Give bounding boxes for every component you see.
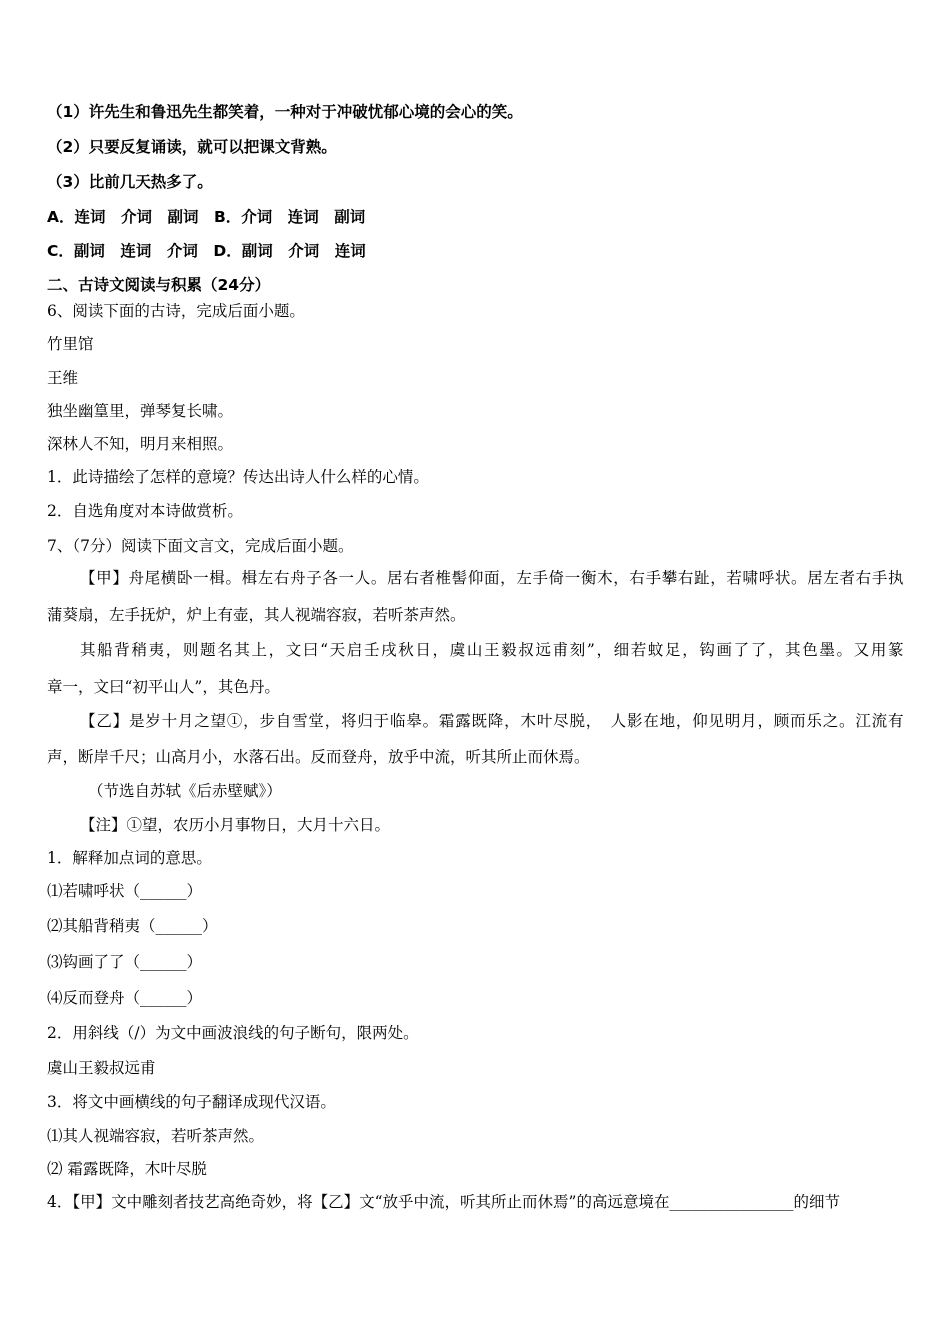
translate-item: ⑴其人视端容寂，若听茶声然。 — [47, 1127, 265, 1145]
poem-line-1: 独坐幽篁里，弹琴复长啸。 — [47, 402, 234, 420]
jia-text-line: 章一，文曰“初平山人”，其色丹。 — [47, 678, 280, 696]
footnote: 【注】①望，农历小月事物日，大月十六日。 — [80, 816, 391, 834]
poem-author: 王维 — [47, 369, 79, 387]
q5-option-row-1: A．连词 介词 副词 B．介词 连词 副词 — [47, 208, 366, 226]
poem-title: 竹里馆 — [47, 335, 94, 353]
poem-line-2: 深林人不知，明月来相照。 — [47, 435, 234, 453]
section-title: 二、古诗文阅读与积累（24分） — [47, 276, 271, 294]
fill-blank-item: ⑶钩画了了（______） — [47, 953, 203, 971]
jia-text-line: 其船背稍夷，则题名其上，文曰“天启壬戌秋日，虞山王毅叔远甫刻”，细若蚊足，钩画了了，其色墨。又用篆 — [80, 641, 904, 659]
q5-item-1: （1）许先生和鲁迅先生都笑着，一种对于冲破忧郁心境的会心的笑。 — [47, 103, 523, 121]
q5-item-3: （3）比前几天热多了。 — [47, 173, 213, 191]
jia-text-line: 蒲葵扇，左手抚炉，炉上有壶，其人视端容寂，若听茶声然。 — [47, 606, 466, 624]
jia-text-line: 【甲】舟尾横卧一楫。楫左右舟子各一人。居右者椎髻仰面，左手倚一衡木，右手攀右趾，若啸呼状。居左者右手执 — [80, 569, 904, 587]
sub-question-2: 2．用斜线（/）为文中画波浪线的句子断句，限两处。 — [47, 1024, 419, 1042]
sentence-to-punctuate: 虞山王毅叔远甫 — [47, 1059, 156, 1077]
sub-question-3: 3．将文中画横线的句子翻译成现代汉语。 — [47, 1093, 336, 1111]
q6-question-2: 2．自选角度对本诗做赏析。 — [47, 502, 243, 520]
translate-item: ⑵ 霜露既降，木叶尽脱 — [47, 1160, 207, 1178]
yi-text-line: 声，断岸千尺；山高月小，水落石出。反而登舟，放乎中流，听其所止而休焉。 — [47, 748, 590, 766]
fill-blank-item: ⑷反而登舟（______） — [47, 989, 203, 1007]
q5-option-row-2: C．副词 连词 介词 D．副词 介词 连词 — [47, 242, 366, 260]
fill-blank-item: ⑵其船背稍夷（______） — [47, 917, 218, 935]
source-note: （节选自苏轼《后赤壁赋》） — [88, 782, 282, 800]
q7-prompt: 7、（7分）阅读下面文言文，完成后面小题。 — [47, 537, 354, 555]
fill-blank-item: ⑴若啸呼状（______） — [47, 882, 203, 900]
sub-question-4: 4．【甲】文中雕刻者技艺高绝奇妙，将【乙】文“放乎中流，听其所止而休焉”的高远意境在________________的细节 — [47, 1193, 840, 1211]
q5-item-2: （2）只要反复诵读，就可以把课文背熟。 — [47, 138, 337, 156]
yi-text-line: 【乙】是岁十月之望①，步自雪堂，将归于临皋。霜露既降，木叶尽脱， 人影在地，仰见明月，顾而乐之。江流有 — [80, 712, 904, 730]
sub-question-1: 1．解释加点词的意思。 — [47, 849, 212, 867]
q6-question-1: 1．此诗描绘了怎样的意境？传达出诗人什么样的心情。 — [47, 468, 429, 486]
q6-prompt: 6、阅读下面的古诗，完成后面小题。 — [47, 302, 305, 320]
